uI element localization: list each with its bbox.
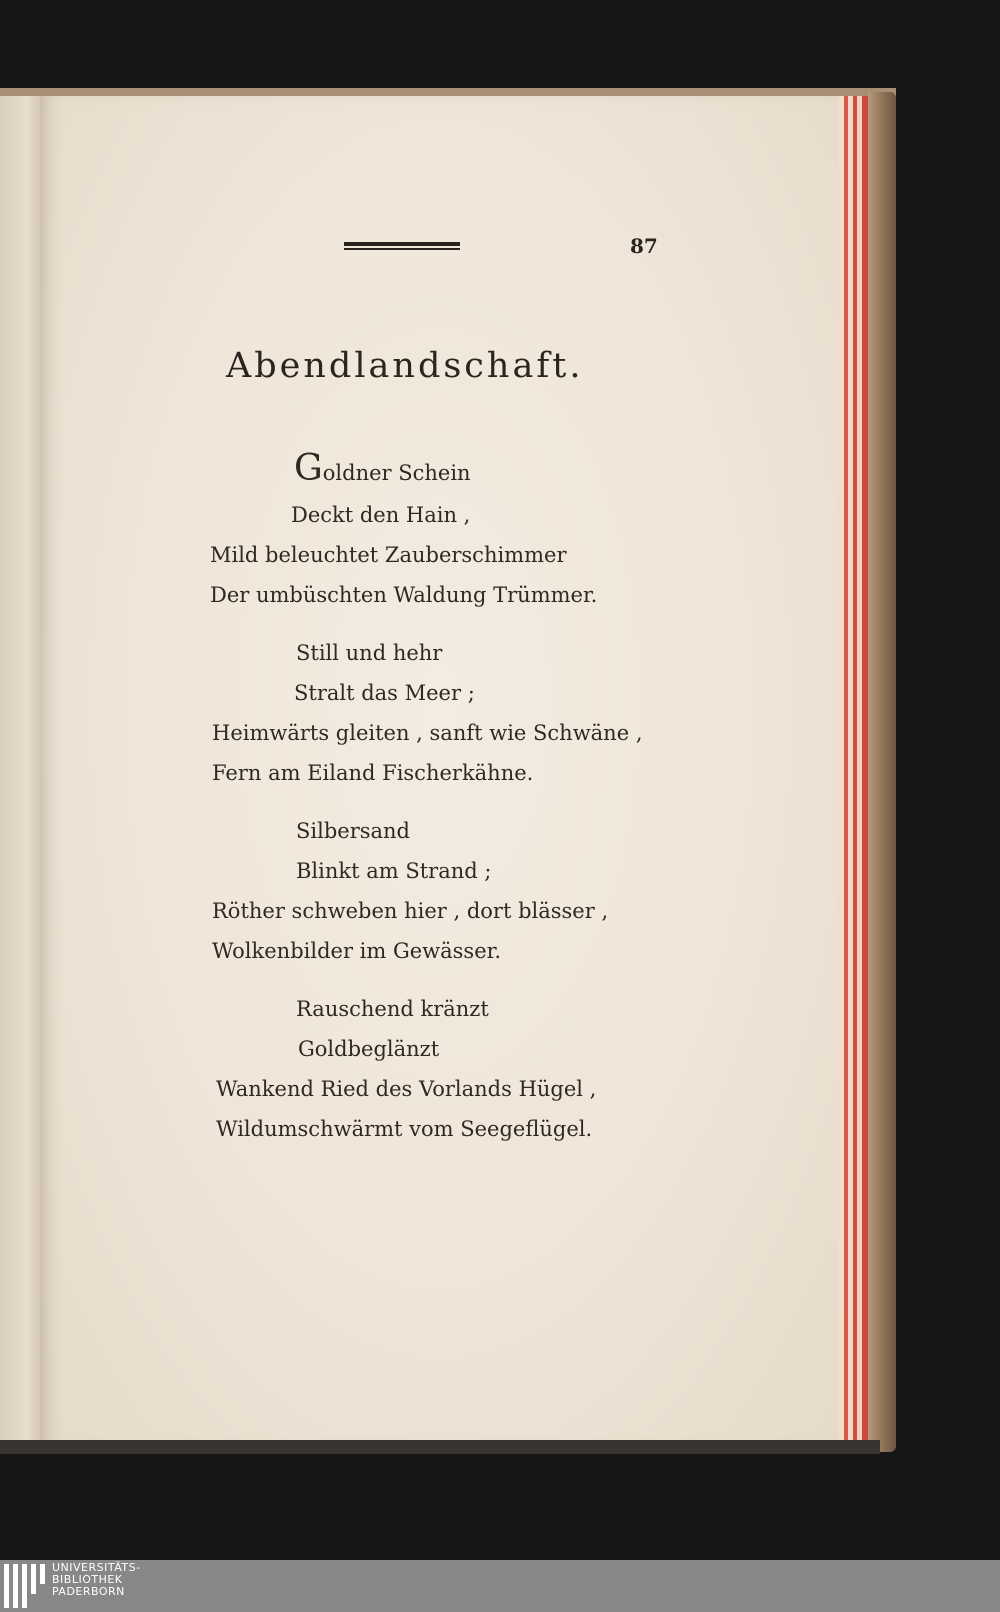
poem-line: Silbersand (296, 819, 410, 843)
poem-line: Wildumschwärmt vom Seegeflügel. (216, 1117, 593, 1141)
page-number: 87 (630, 234, 658, 258)
poem-line: Heimwärts gleiten , sanft wie Schwäne , (212, 721, 643, 745)
poem-line: Deckt den Hain , (291, 503, 471, 527)
poem-line: Wolkenbilder im Gewässer. (212, 939, 502, 963)
footer-bar (0, 1560, 1000, 1612)
poem-line: Still und hehr (296, 641, 443, 665)
poem-line: Der umbüschten Waldung Trümmer. (210, 583, 598, 607)
first-line-rest: oldner Schein (322, 461, 471, 485)
poem-title: Abendlandschaft. (226, 346, 584, 386)
poem-line: Fern am Eiland Fischerkähne. (212, 761, 534, 785)
poem-line: Blinkt am Strand ; (296, 859, 492, 883)
header-rule (344, 242, 460, 251)
poem-line (294, 448, 471, 489)
book-fore-edge (868, 92, 896, 1452)
library-logo-text: UNIVERSITÄTS- BIBLIOTHEK PADERBORN (52, 1561, 141, 1598)
poem-line: Rauschend kränzt (296, 997, 489, 1021)
drop-cap: G (294, 448, 323, 489)
library-logo-icon (0, 1564, 48, 1608)
poem-line: Wankend Ried des Vorlands Hügel , (216, 1077, 597, 1101)
poem-line: Mild beleuchtet Zauberschimmer (210, 543, 567, 567)
book-cover-bottom (0, 1440, 880, 1454)
poem-line: Röther schweben hier , dort blässer , (212, 899, 609, 923)
poem-line: Stralt das Meer ; (294, 681, 475, 705)
poem-line: Goldbeglänzt (298, 1037, 440, 1061)
